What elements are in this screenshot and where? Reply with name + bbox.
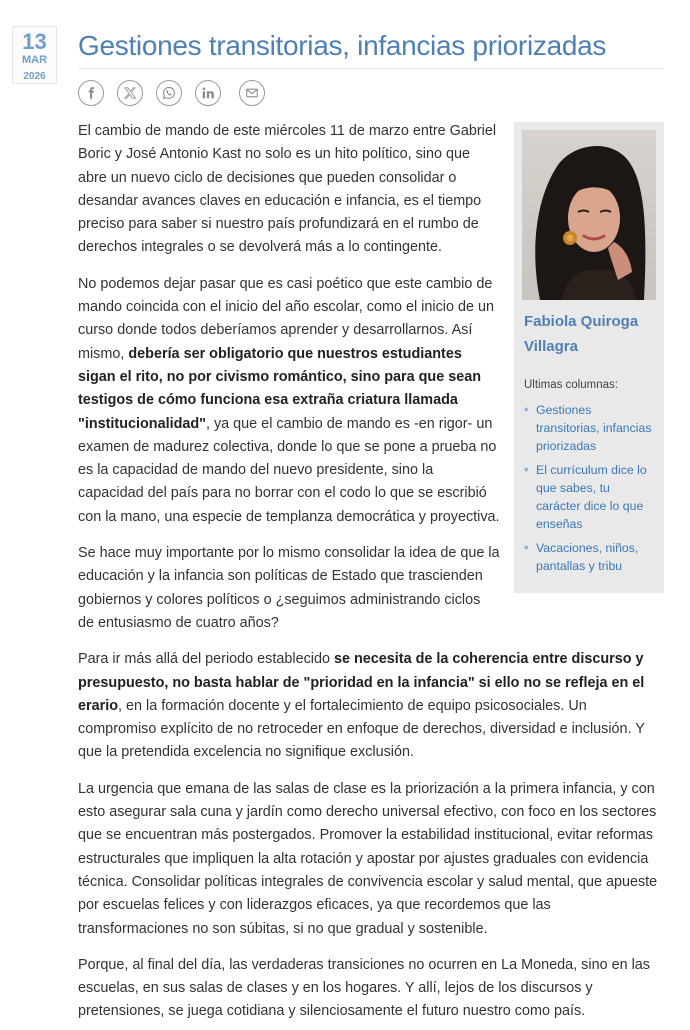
facebook-icon [84,86,98,100]
latest-column-link[interactable]: ◆ El currículum dice lo que sabes, tu carácter dice lo que enseñas [524,461,656,533]
x-icon [123,86,137,100]
date-day: 13 [22,29,47,54]
date-year: 2026 [23,71,46,82]
x-share-button[interactable] [117,80,143,106]
facebook-share-button[interactable] [78,80,104,106]
paragraph-4-text-end: , en la formación docente y el fortalecimiento de equipo psicosociales. Un compromiso explícito de no retroceder en enfoque de derechos, diversidad e inclusión. Y que la pretendida excelencia no signifique exclusión. [78,697,645,761]
latest-columns-list [522,401,656,575]
email-icon [245,86,259,100]
whatsapp-share-button[interactable] [156,80,182,106]
paragraph-4 [78,648,664,764]
article-body [78,120,664,1030]
paragraph-2-text: No podemos dejar pasar que es casi poético que este cambio de mando coincida con el inicio del año escolar, como el inicio de un curso donde todos deberíamos aprender y desarrollarnos. Así mismo, [78,275,494,362]
author-photo[interactable] [522,130,656,300]
author-name[interactable]: Fabiola Quiroga Villagra [524,313,639,355]
paragraph-2-text-end: , ya que el cambio de mando es -en rigor- un examen de madurez colectiva, donde lo que se pone a prueba no es la capacidad de mando del nuevo presidente, sino la capacidad del país para no borrar con el codo lo que se escribió con la mano, una especie de templanza democrática y proyectiva. [78,415,500,525]
whatsapp-icon [162,86,176,100]
latest-columns-label: Ultimas columnas: [524,379,618,391]
date-month: MAR [21,54,48,66]
paragraph-4-text: Para ir más allá del periodo establecido [78,651,334,668]
paragraph-1: El cambio de mando de este miércoles 11 de marzo entre Gabriel Boric y José Antonio Kast no solo es un hito político, sino que abre un nuevo ciclo de decisiones que pueden consolidar o desandar avances claves en educación e infancia, es el tiempo preciso para saber si nuestro país profundizará en el rumbo de derechos integrales o se devolverá más a lo contingente. [78,123,497,256]
paragraph-5: La urgencia que emana de las salas de clase es la priorización a la primera infancia, y con esto asegurar sala cuna y jardín como derecho universal efectivo, con foco en los sectores que se encuentran más postergados. Promover la estabilidad institucional, evitar reformas estructurales que impliquen la alta rotación y apostar por ajustes graduales con evidencia técnica. Consolidar políticas integrales de convivencia escolar y salud mental, que apueste por escuelas felices y con liderazgos eficaces, ya que recordemos que las transformaciones no son súbitas, si no que gradual y sostenible. [78,780,658,937]
paragraph-6: Porque, al final del día, las verdaderas transiciones no ocurren en La Moneda, sino en las escuelas, en sus salas de clases y en los hogares. Y allí, lejos de los discursos y pretensiones, se juega cotidiana y silenciosamente el futuro nuestro como país. [78,956,650,1020]
paragraph-3: Se hace muy importante por lo mismo consolidar la idea de que la educación y la infancia son políticas de Estado que trascienden gobiernos y colores políticos o ¿seguimos administrando ciclos de entusiasmo de cuatro años? [78,545,500,631]
email-share-button[interactable] [239,80,265,106]
linkedin-share-button[interactable] [195,80,221,106]
latest-column-link[interactable]: ◆ Gestiones transitorias, infancias priorizadas [524,401,656,455]
paragraph-2-bold: debería ser obligatorio que nuestros estudiantes sigan el rito, no por civismo romántico, sino para que sean testigos de cómo funciona esa extraña criatura llamada "institucionalidad" [78,345,482,432]
date-badge [12,26,57,84]
article-title: Gestiones transitorias, infancias priorizadas [78,30,607,61]
title-divider [78,68,664,69]
linkedin-icon [201,86,215,100]
author-card [514,122,664,593]
latest-column-link[interactable]: ◆ Vacaciones, niños, pantallas y tribu [524,539,656,575]
paragraph-4-bold: se necesita de la coherencia entre discurso y presupuesto, no basta hablar de "prioridad en la infancia" si ello no se refleja en el erario [78,651,645,714]
